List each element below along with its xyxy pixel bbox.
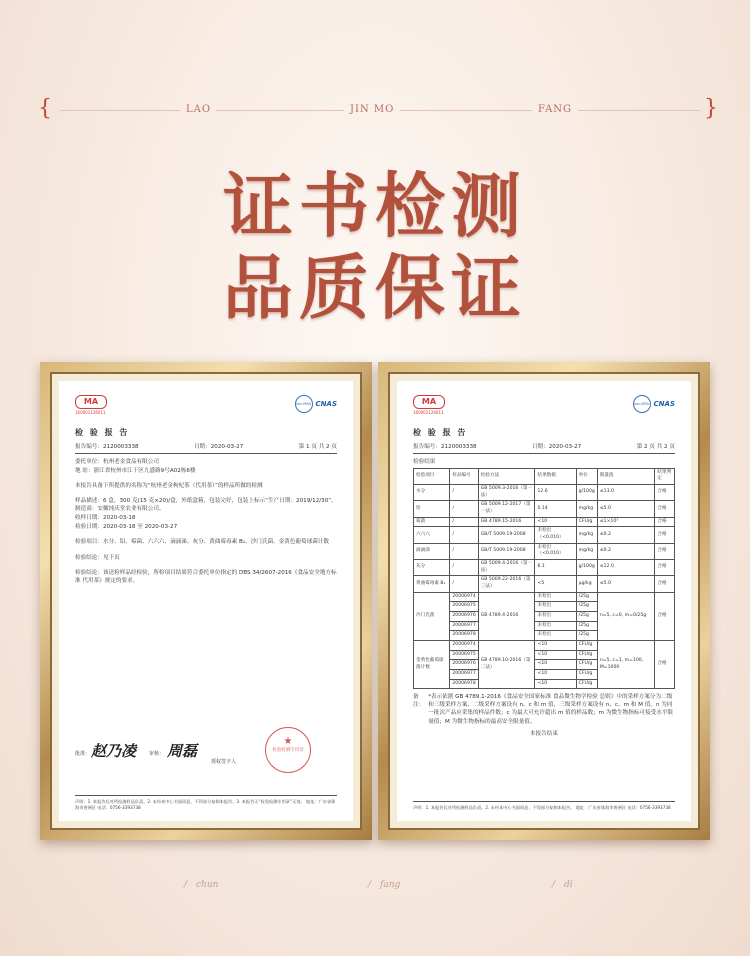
report-statement: 本报告具备下所提供的名称为“杭州老金枸杞茶（代用茶）”的样品所做的检测 [75,482,263,489]
table-cell: 合格 [655,592,675,640]
table-cell: CFU/g [576,679,597,689]
table-cell: / [450,501,478,517]
table-cell: 20006974 [450,592,478,602]
table-cell: 金黄色葡萄球菌计数 [414,640,450,688]
page-title-line1: 证书检测 [223,164,527,247]
page-number: 第 1 页 共 2 页 [298,443,337,450]
right-certificate-paper [397,381,691,821]
table-cell: GB/T 5009.19-2008 [478,543,535,559]
table-cell: GB 4789.15-2016 [478,517,535,527]
ma-icon: MA [75,395,107,409]
table-cell: <10 [535,517,576,527]
table-cell: / [450,576,478,592]
left-certificate-paper [59,381,353,821]
table-cell: 20006975 [450,650,478,660]
table-cell: 20006978 [450,631,478,641]
table-cell: 合格 [655,640,675,688]
table-cell: <10 [535,650,576,660]
table-cell: CFU/g [576,517,597,527]
report-footer: 声明：1. 本报告仅对所检测样品负责。2. 未经本中心书面同意，不得部分复制本报告。3. 本报告无“检验检测专用章”无效。 地址：广东省珠海市香洲区 电话：0756-3393738 [75,795,337,811]
cert-logos [75,395,337,421]
report-title: 检 验 报 告 [75,428,130,437]
test-date: 检验日期：2020-03-18 至 2020-03-27 [75,524,178,531]
column-header: 限量值 [597,468,655,484]
column-header: 单位 [576,468,597,484]
table-cell: <10 [535,669,576,679]
header-word-lao: LAO [186,104,212,115]
report-header [413,443,675,454]
page-number: 第 2 页 共 2 页 [636,443,675,450]
table-cell: ≤5.0 [597,576,655,592]
table-cell: <5 [535,576,576,592]
table-cell: mg/kg [576,543,597,559]
approver-label: 批准： [75,751,91,757]
table-row [414,576,675,592]
ilac-icon: ilac-MRA [295,395,313,413]
table-cell: 6.1 [535,560,576,576]
stamp-text: 检验检测专用章 [272,748,304,753]
table-cell: 霉菌 [414,517,450,527]
table-cell: n=5, c=1, m=100, M=1000 [597,640,655,688]
reviewer-label: 审核： [149,751,165,757]
table-cell: 20006975 [450,602,478,612]
results-table [413,468,675,689]
table-cell: 合格 [655,576,675,592]
table-row [414,543,675,559]
table-cell: 灰分 [414,560,450,576]
table-cell: CFU/g [576,669,597,679]
remarks-label: 备 注： [413,694,425,709]
table-cell: CFU/g [576,660,597,670]
right-brace: } [704,96,718,121]
table-cell: /25g [576,592,597,602]
bottom-word-chun: chun [196,880,219,890]
ma-number: 160001126011 [413,410,444,415]
table-cell: GB 5009.12-2017（第一法） [478,501,535,517]
report-title: 检 验 报 告 [413,428,468,437]
table-cell: 12.6 [535,485,576,501]
table-cell: 合格 [655,527,675,543]
table-cell: /25g [576,611,597,621]
receive-date: 收样日期：2020-03-18 [75,515,136,522]
table-cell: 合格 [655,517,675,527]
table-cell: / [450,543,478,559]
reviewer-signature: 周磊 [167,742,198,760]
table-cell: / [450,485,478,501]
table-cell: <10 [535,679,576,689]
report-number: 报告编号：2120003338 [413,443,477,450]
table-cell: CFU/g [576,640,597,650]
table-cell: /25g [576,631,597,641]
approver-signature: 赵乃凌 [91,742,137,760]
test-conclusion: 检验结论：该送检样品经检验，所检项目结果符合委托单位指定的 DBS 34/2607-2016《食品安全地方标准 代用茶》规定的要求。 [75,569,337,584]
table-row [414,560,675,576]
table-cell: 未检出 [535,611,576,621]
test-conclusion-ref: 检验结论：见下页 [75,554,120,561]
table-cell: g/100g [576,485,597,501]
table-cell: <10 [535,640,576,650]
table-cell: μg/kg [576,576,597,592]
header-word-jinmo: JIN MO [350,104,395,115]
table-cell: ≤13.0 [597,485,655,501]
column-header: 检验方法 [478,468,535,484]
table-cell: 未检出（<0.010） [535,527,576,543]
signature-area [75,733,337,773]
table-cell: 铅 [414,501,450,517]
left-certificate-frame [40,362,372,840]
table-header-row [414,468,675,484]
cnas-icon: CNAS [653,399,675,408]
table-cell: 合格 [655,543,675,559]
client-name: 委托单位：杭州老金食品有限公司 [75,458,159,465]
table-cell: 未检出 [535,621,576,631]
report-number: 报告编号：2120003338 [75,443,139,450]
ilac-icon: ilac-MRA [633,395,651,413]
table-cell: 水分 [414,485,450,501]
table-cell: GB/T 5009.19-2008 [478,527,535,543]
official-stamp: ★ 检验检测专用章 [265,727,311,773]
table-cell: GB 5009.4-2016（第一法） [478,560,535,576]
table-cell: 20006977 [450,669,478,679]
remarks [413,693,675,725]
table-cell: 0.14 [535,501,576,517]
column-header: 样品编号 [450,468,478,484]
frame-mat [50,372,362,830]
column-header: 检验项目 [414,468,450,484]
header-word-fang: FANG [538,104,573,115]
slash: / [552,880,556,890]
table-cell: 合格 [655,560,675,576]
table-cell: GB 5009.22-2016（第三法） [478,576,535,592]
table-cell: 合格 [655,485,675,501]
cnas-icon: CNAS [315,399,337,408]
ma-number: 160001126011 [75,410,106,415]
table-cell: 未检出 [535,631,576,641]
table-row [414,517,675,527]
accreditation-logos [633,395,675,413]
ma-logo [413,395,445,416]
test-items: 检验项目：水分、铅、霉菌、六六六、滴滴涕、灰分、黄曲霉毒素 B₁、沙门氏菌、金黄色葡萄球菌计数 [75,539,329,546]
table-cell: GB 4789.4-2016 [478,592,535,640]
left-brace: { [38,96,52,121]
table-cell: <10 [535,660,576,670]
table-cell: 六六六 [414,527,450,543]
table-cell: CFU/g [576,650,597,660]
table-cell: 黄曲霉毒素 B₁ [414,576,450,592]
table-cell: ≤0.2 [597,543,655,559]
table-cell: ≤12.0 [597,560,655,576]
column-header: 结果数据 [535,468,576,484]
report-date: 日期：2020-03-27 [531,443,582,450]
column-header: 结果判定 [655,468,675,484]
table-cell: 合格 [655,501,675,517]
bottom-word-fang: fang [380,880,401,890]
table-cell: 滴滴涕 [414,543,450,559]
table-cell: GB 5009.3-2016（第一法） [478,485,535,501]
divider [578,110,700,111]
table-cell: 未检出 [535,592,576,602]
frame-mat [388,372,700,830]
table-cell: mg/kg [576,527,597,543]
table-cell: / [450,517,478,527]
divider [216,110,344,111]
table-cell: ≤1×10³ [597,517,655,527]
bottom-word-di: di [564,880,573,890]
table-cell: 20006978 [450,679,478,689]
table-row [414,592,675,602]
remarks-text: *表示依据 GB 4789.1-2016《食品安全国家标准 食品微生物学检验 总则》中的采样方案分为二级和三级采样方案，二级采样方案设有 n、c 和 m 值，三级采样方案设有 n、c、m 和 M 值。n 为同一批次产品应采集的样品件数；c 为最大可允许超出 m 值的样品数；m 为微生物指标可接受水平限量值；M 为微生物指标的最高安全限量值。 [428,694,674,725]
report-footer: 声明：1. 本报告仅对所检测样品负责。2. 未经本中心书面同意，不得部分复制本报告。 地址：广东省珠海市香洲区 电话：0756-3393738 [413,801,675,811]
client-address: 地 址：浙江省杭州市江干区九盛路9号A02栋6楼 [75,467,196,474]
table-cell: 20006977 [450,621,478,631]
slash: / [184,880,188,890]
ma-logo [75,395,107,416]
table-caption: 检验结果 [413,458,436,465]
signer-label: 授权签字人 [211,759,237,765]
divider [60,110,180,111]
ma-icon: MA [413,395,445,409]
table-row [414,501,675,517]
cert-logos [413,395,675,421]
accreditation-logos [295,395,337,413]
report-date: 日期：2020-03-27 [193,443,244,450]
table-cell: / [450,560,478,576]
right-certificate-frame [378,362,710,840]
report-header [75,443,337,454]
table-cell: GB 4789.10-2016（第二法） [478,640,535,688]
table-cell: mg/kg [576,501,597,517]
table-cell: / [450,527,478,543]
table-cell: g/100g [576,560,597,576]
table-row [414,485,675,501]
top-decoration [0,96,750,126]
table-row [414,527,675,543]
table-row [414,640,675,650]
table-cell: 未检出（<0.010） [535,543,576,559]
page-title-line2: 品质保证 [223,246,527,329]
table-cell: ≤5.0 [597,501,655,517]
table-cell: 未检出 [535,602,576,612]
table-cell: 沙门氏菌 [414,592,450,640]
table-cell: 20006976 [450,660,478,670]
divider [400,110,532,111]
slash: / [368,880,372,890]
report-end: 本报告结束 [530,730,558,737]
table-cell: n=5, c=0, m=0/25g [597,592,655,640]
table-cell: ≤0.2 [597,527,655,543]
table-cell: /25g [576,602,597,612]
table-cell: 20006974 [450,640,478,650]
table-cell: /25g [576,621,597,631]
sample-description: 样品描述：6 盒，300 克(15 克×20)/盒，外纸盒箱，包装完好，包装上标示“生产日期：2019/12/30”，制造商：安徽纯庆堂农业有限公司。 [75,498,337,513]
table-cell: 20006976 [450,611,478,621]
bottom-decoration [0,880,750,892]
